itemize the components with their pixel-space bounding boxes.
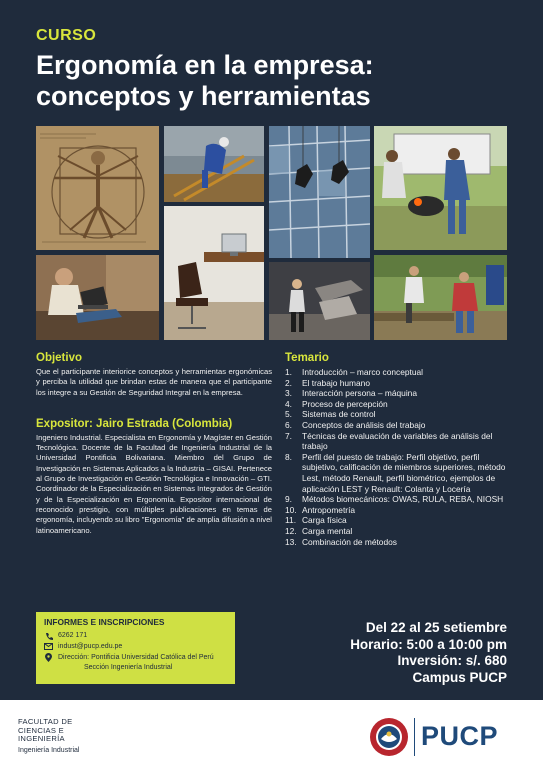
event-venue: Campus PUCP [412, 669, 507, 685]
temario-item-number: 10. [285, 504, 297, 515]
temario-item [285, 420, 507, 431]
faculty-line-1: FACULTAD DE [18, 717, 73, 726]
faculty-line-2: CIENCIAS E [18, 725, 65, 735]
temario-item [285, 537, 507, 548]
temario-item [285, 494, 507, 505]
address-row [44, 653, 227, 662]
temario-list [285, 367, 507, 547]
course-title-line-2: conceptos y herramientas [36, 81, 371, 111]
phone-number[interactable]: 6262 171 [58, 632, 88, 639]
temario-item-text: Técnicas de evaluación de variables de análisis del trabajo [302, 430, 493, 452]
photo-collage [36, 126, 507, 340]
window-cleaners-image [269, 126, 370, 258]
temario-item-text: Carga física [302, 515, 347, 526]
ladder-worker-image [164, 126, 264, 202]
temario-item-number: 7. [285, 430, 292, 441]
laptop-posture-image [36, 255, 159, 340]
office-chair-image [164, 206, 264, 340]
welding-worker-image [374, 126, 507, 250]
temario-item-number: 3. [285, 388, 292, 399]
temario-item [285, 367, 507, 378]
footer-divider [414, 718, 415, 756]
faculty-department: Ingeniería Industrial [18, 746, 80, 754]
event-dates: Del 22 al 25 setiembre [365, 620, 507, 635]
right-column [285, 352, 507, 547]
temario-item-text: Sistemas de control [302, 409, 376, 420]
temario-item-number: 4. [285, 398, 292, 409]
location-pin-icon [44, 653, 53, 662]
temario-item-text: Combinación de métodos [302, 536, 397, 547]
temario-item-number: 1. [285, 367, 292, 377]
faculty-logo [18, 718, 79, 754]
footer-bar [0, 700, 543, 768]
temario-item-number: 13. [285, 536, 297, 547]
temario-item [285, 399, 507, 410]
informes-heading: INFORMES E INSCRIPCIONES [44, 617, 165, 627]
event-details [350, 620, 507, 686]
course-title [36, 50, 506, 112]
phone-row [44, 631, 227, 640]
email-row [44, 642, 227, 651]
temario-item [285, 409, 507, 420]
temario-item [285, 452, 507, 494]
faculty-line-3: INGENIERÍA [18, 734, 65, 744]
lifting-worker-image [269, 262, 370, 340]
event-schedule: Horario: 5:00 a 10:00 pm [350, 636, 507, 652]
email-link[interactable]: indust@pucp.edu.pe [58, 643, 123, 650]
objetivo-text: Que el participante interiorice conceptos y herramientas ergonómicas y perciba la utilidad que brindan estas de manera que el participante los integre a su Gestión de Seguridad Integral en la empresa. [36, 367, 272, 397]
pucp-seal-icon [369, 717, 409, 757]
objetivo-heading: Objetivo [36, 352, 83, 364]
address-text: Dirección: Pontificia Universidad Católica del Perú [58, 654, 214, 661]
pucp-logo: PUCP [421, 721, 499, 751]
envelope-icon [44, 642, 53, 651]
phone-icon [44, 631, 53, 640]
temario-item-number: 5. [285, 409, 292, 420]
temario-item-number: 6. [285, 419, 292, 430]
temario-item-text: Interacción persona – máquina [302, 388, 417, 399]
event-price: Inversión: s/. 680 [397, 653, 507, 668]
course-kicker: CURSO [36, 27, 97, 44]
temario-item [285, 515, 507, 526]
temario-item [285, 505, 507, 516]
field-workers-image [374, 255, 507, 340]
temario-item-number: 12. [285, 525, 297, 536]
temario-item-text: Proceso de percepción [302, 398, 388, 409]
temario-item [285, 378, 507, 389]
expositor-bio: Ingeniero Industrial. Especialista en Ergonomía y Magíster en Gestión Tecnológica. Docente de la Facultad de Ingeniería Industrial de la Universidad Pontificia Bolivariana. Miembro del Grupo de Investigación en Sistemas Aplicados a la Industria – GISAI. Pertenece al Grupo de Investigación en Gestión Tecnológica e Innovación – GTI. Coordinador de la Especialización en Sistemas Integrados de Gestión y de la Especialización en Ergonomía. Expositor internacional de reconocido prestigio, con múltiples publicaciones en temas de ergonomía, incluyendo su libro "Ergonomía" de amplia difusión a nivel latinoamericano. [36, 432, 272, 535]
temario-item [285, 431, 507, 452]
temario-item [285, 388, 507, 399]
temario-item-text: Carga mental [302, 525, 353, 536]
temario-item-text: Conceptos de análisis del trabajo [302, 419, 426, 430]
expositor-heading: Expositor: Jairo Estrada (Colombia) [36, 417, 233, 430]
temario-item-number: 11. [285, 515, 297, 526]
temario-item [285, 526, 507, 537]
temario-item-text: El trabajo humano [302, 377, 370, 388]
temario-item-text: Perfil del puesto de trabajo: Perfil objetivo, perfil subjetivo, calificación de miembros superiores, método Lest, método Renault, perfil biométrico, ejemplos de aplicación LEST y Renault: Colanta y Locería [302, 451, 506, 494]
temario-item-text: Introducción – marco conceptual [302, 367, 424, 377]
temario-item-number: 8. [285, 451, 292, 462]
informes-box [36, 612, 235, 684]
temario-heading: Temario [285, 352, 329, 364]
temario-item-number: 2. [285, 377, 292, 388]
left-column [36, 352, 272, 536]
course-title-line-1: Ergonomía en la empresa: [36, 50, 374, 80]
vitruvian-man-image [36, 126, 159, 250]
temario-item-text: Antropometría [302, 504, 356, 515]
temario-item-text: Métodos biomecánicos: OWAS, RULA, REBA, NIOSH [302, 494, 504, 505]
address-section: Sección Ingeniería Industrial [84, 664, 173, 671]
temario-item-number: 9. [285, 494, 292, 505]
